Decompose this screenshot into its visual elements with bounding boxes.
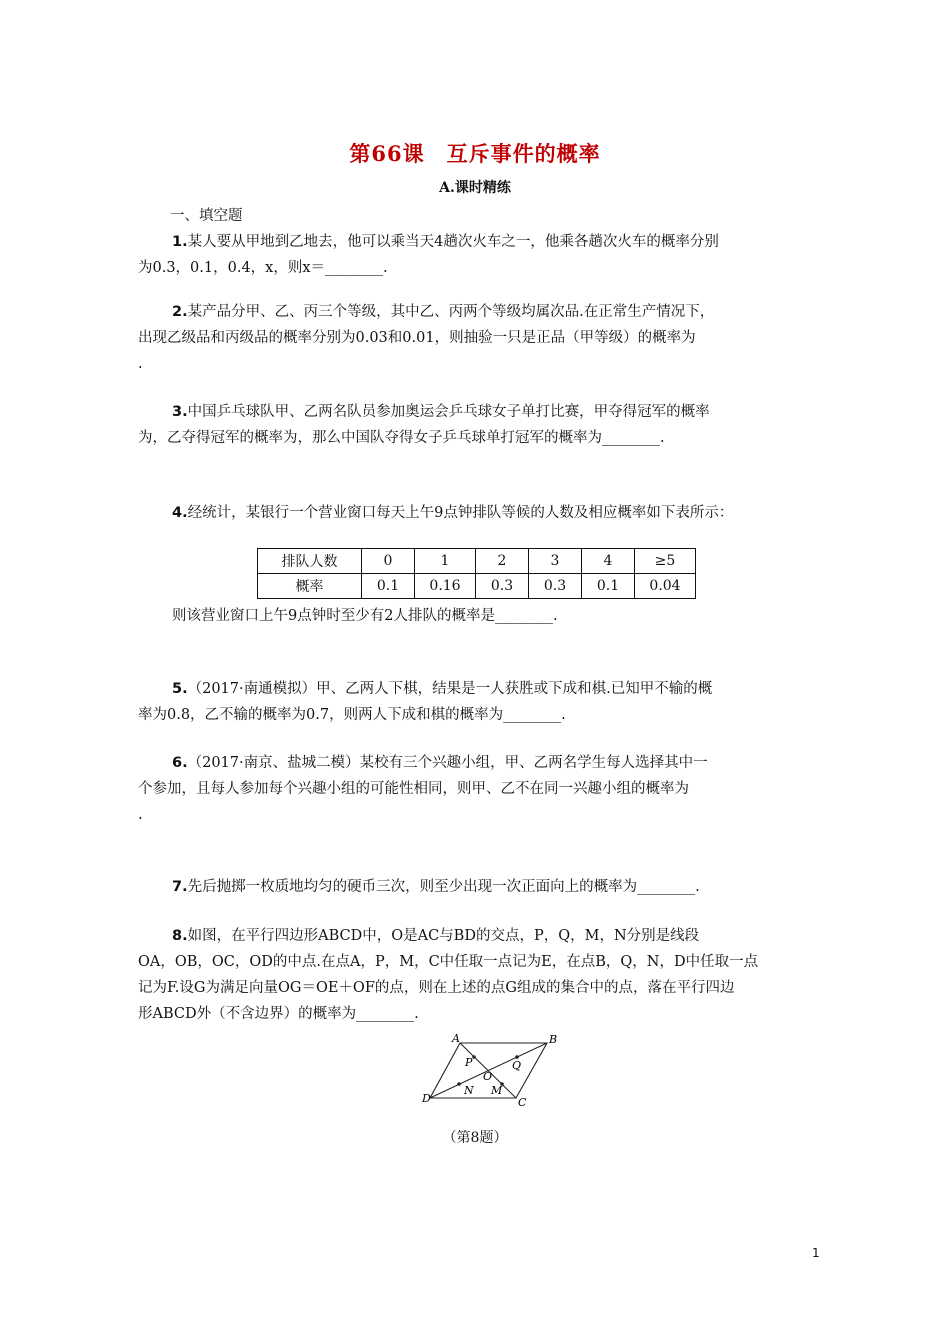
label-q: Q bbox=[512, 1059, 522, 1072]
label-p: P bbox=[465, 1056, 473, 1069]
question-2 bbox=[138, 299, 814, 377]
table-header-cell: 4 bbox=[582, 549, 635, 574]
question-1 bbox=[138, 229, 814, 281]
question-7 bbox=[138, 874, 814, 900]
question-4-followup: 则该营业窗口上午9点钟时至少有2人排队的概率是________. bbox=[172, 608, 558, 624]
question-number: 2. bbox=[172, 304, 188, 320]
table-header-cell: 1 bbox=[415, 549, 476, 574]
question-text: 先后抛掷一枚质地均匀的硬币三次，则至少出现一次正面向上的概率为________. bbox=[187, 879, 700, 895]
question-number: 1. bbox=[172, 234, 188, 250]
question-6 bbox=[138, 750, 814, 828]
question-text: 个参加，且每人参加每个兴趣小组的可能性相同，则甲、乙不在同一兴趣小组的概率为 bbox=[138, 781, 689, 797]
question-text: 如图，在平行四边形ABCD中，O是AC与BD的交点，P，Q，M，N分别是线段 bbox=[187, 928, 700, 944]
question-4 bbox=[138, 500, 814, 526]
figure-caption: （第8题） bbox=[442, 1130, 508, 1146]
page-number: 1 bbox=[812, 1246, 820, 1260]
question-text: 某产品分甲、乙、丙三个等级，其中乙、丙两个等级均属次品.在正常生产情况下， bbox=[187, 304, 715, 320]
question-number: 6. bbox=[172, 755, 188, 771]
table-header-cell: 3 bbox=[529, 549, 582, 574]
label-n: N bbox=[464, 1084, 474, 1097]
table-header-cell: 排队人数 bbox=[258, 549, 362, 574]
question-text: 为，乙夺得冠军的概率为，那么中国队夺得女子乒乓球单打冠军的概率为________. bbox=[138, 430, 665, 446]
question-text: 中国乒乓球队甲、乙两名队员参加奥运会乒乓球女子单打比赛，甲夺得冠军的概率 bbox=[187, 404, 710, 420]
question-text: . bbox=[138, 807, 143, 823]
section-heading: 一、填空题 bbox=[170, 208, 243, 224]
question-text: 出现乙级品和丙级品的概率分别为0.03和0.01，则抽验一只是正品（甲等级）的概率为 bbox=[138, 330, 696, 346]
table-header-cell: 2 bbox=[476, 549, 529, 574]
question-text: 记为F.设G为满足向量OG＝OE＋OF的点，则在上述的点G组成的集合中的点，落在平行四边 bbox=[138, 980, 735, 996]
question-number: 5. bbox=[172, 681, 188, 697]
point-n bbox=[457, 1082, 461, 1086]
table-cell: 0.3 bbox=[529, 574, 582, 599]
probability-table bbox=[257, 548, 696, 599]
question-text: OA，OB，OC，OD的中点.在点A，P，M，C中任取一点记为E，在点B，Q，N，D中任取一点 bbox=[138, 954, 759, 970]
question-text: （2017·南京、盐城二模）某校有三个兴趣小组，甲、乙两名学生每人选择其中一 bbox=[187, 755, 708, 771]
question-text: 率为0.8，乙不输的概率为0.7，则两人下成和棋的概率为________. bbox=[138, 707, 566, 723]
table-header-cell: ≥5 bbox=[635, 549, 696, 574]
page-title: 第66课 互斥事件的概率 bbox=[349, 141, 601, 166]
question-number: 7. bbox=[172, 879, 188, 895]
question-5 bbox=[138, 676, 814, 728]
table-cell: 0.1 bbox=[582, 574, 635, 599]
question-text: 某人要从甲地到乙地去，他可以乘当天4趟次火车之一，他乘各趟次火车的概率分别 bbox=[187, 234, 719, 250]
page-subtitle: A.课时精练 bbox=[439, 180, 511, 196]
question-number: 4. bbox=[172, 505, 188, 521]
table-cell: 0.3 bbox=[476, 574, 529, 599]
question-text: . bbox=[138, 356, 143, 372]
question-8 bbox=[138, 923, 814, 1027]
table-row bbox=[258, 574, 696, 599]
label-a: A bbox=[452, 1032, 460, 1045]
question-3 bbox=[138, 399, 814, 451]
question-text: （2017·南通模拟）甲、乙两人下棋，结果是一人获胜或下成和棋.已知甲不输的概 bbox=[187, 681, 713, 697]
label-d: D bbox=[422, 1092, 431, 1105]
question-number: 8. bbox=[172, 928, 188, 944]
point-p bbox=[472, 1055, 476, 1059]
table-cell: 0.16 bbox=[415, 574, 476, 599]
label-b: B bbox=[549, 1033, 558, 1046]
label-o: O bbox=[483, 1070, 493, 1083]
question-text: 为0.3，0.1，0.4，x，则x＝________. bbox=[138, 260, 388, 276]
question-text: 经统计，某银行一个营业窗口每天上午9点钟排队等候的人数及相应概率如下表所示： bbox=[187, 505, 734, 521]
parallelogram-figure bbox=[420, 1030, 570, 1110]
question-number: 3. bbox=[172, 404, 188, 420]
table-cell: 0.1 bbox=[362, 574, 415, 599]
label-m: M bbox=[491, 1084, 503, 1097]
table-row bbox=[258, 549, 696, 574]
question-text: 形ABCD外（不含边界）的概率为________. bbox=[138, 1006, 419, 1022]
table-cell: 概率 bbox=[258, 574, 362, 599]
table-cell: 0.04 bbox=[635, 574, 696, 599]
table-header-cell: 0 bbox=[362, 549, 415, 574]
label-c: C bbox=[518, 1096, 527, 1109]
